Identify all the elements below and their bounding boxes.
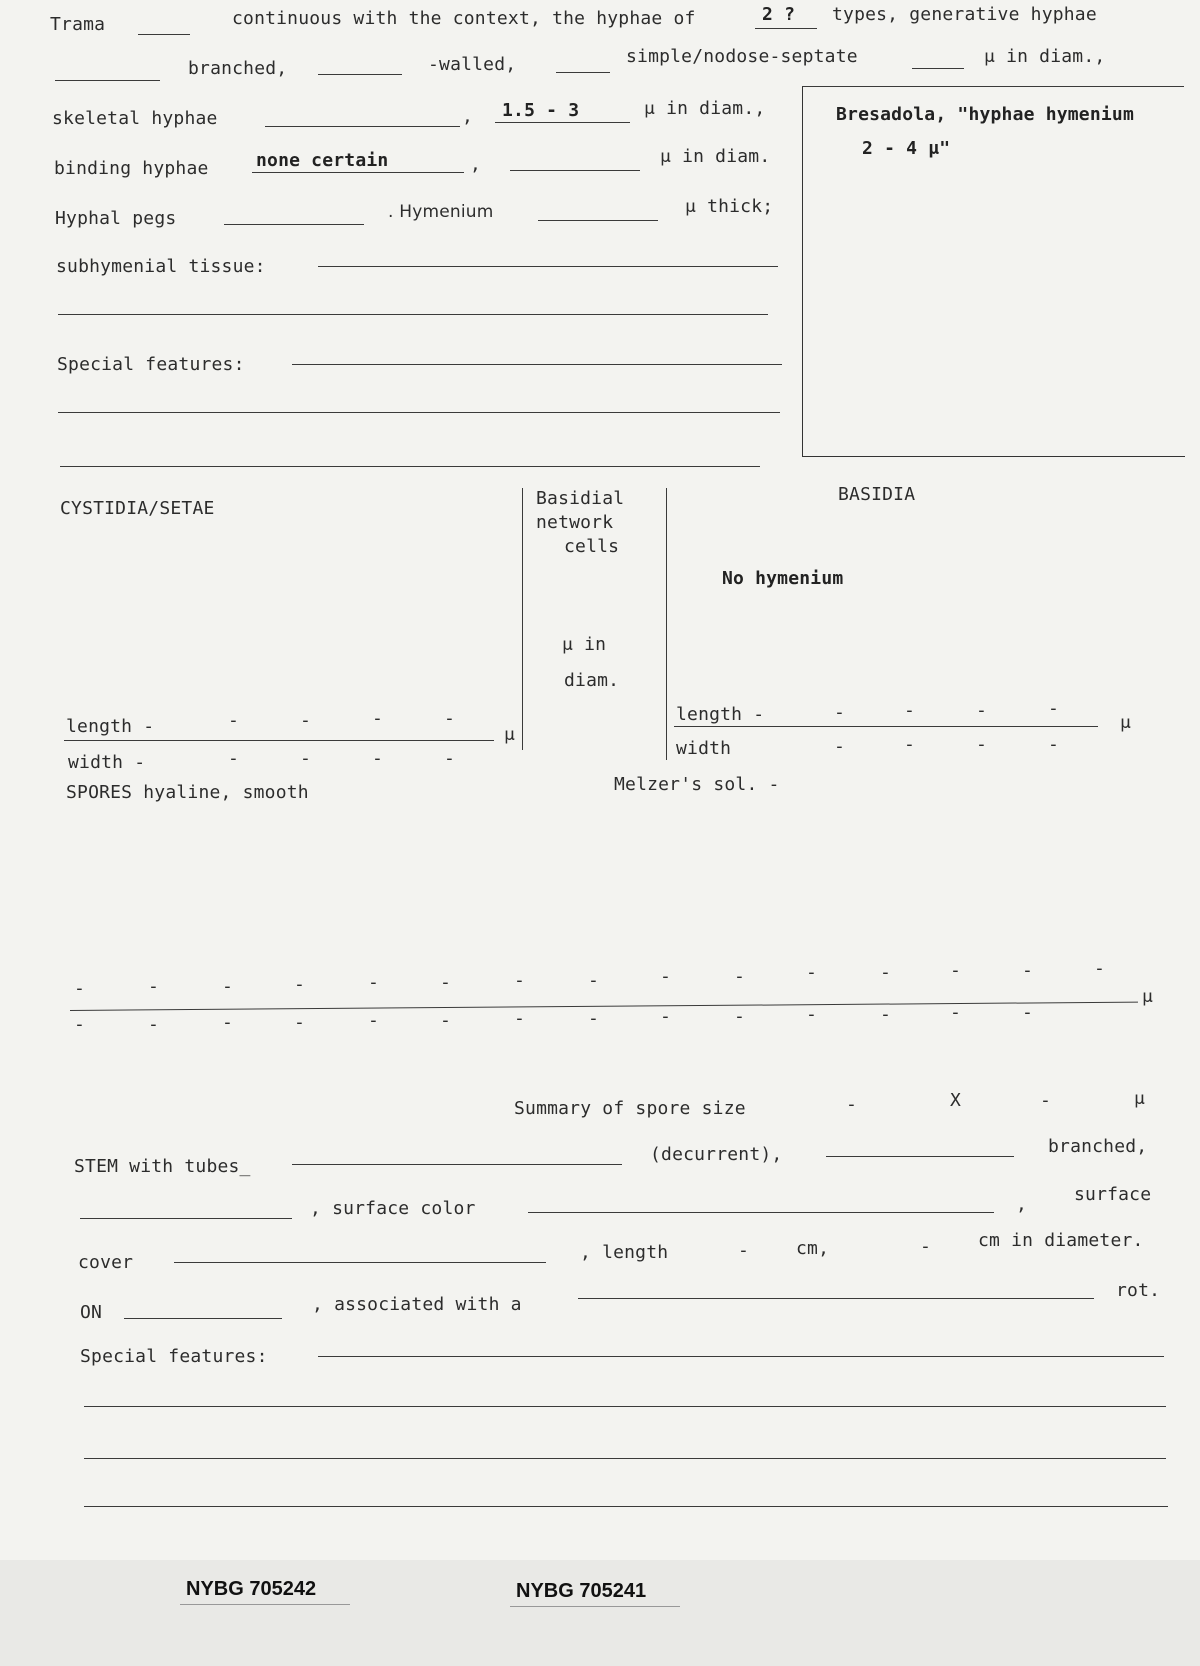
spore-summary-dash-1: - (846, 1094, 857, 1115)
note-line-2: 2 - 4 μ" (862, 138, 951, 159)
note-line-1: Bresadola, "hyphae hymenium (836, 104, 1134, 125)
divider-left (522, 488, 523, 750)
binding-diam-blank (510, 170, 640, 171)
skeletal-label: skeletal hyphae (52, 108, 218, 129)
data-sheet: Trama continuous with the context, the hyphae of 2 ? types, generative hyphae branched, -walled, simple/nodose-septate μ in diam., skeletal hyphae , 1.5 - 3 μ in diam., binding hyphae none certain , μ in diam. Hyphal pegs . Hymenium μ thick; subhymenial tissue: Special features: Bresadola, "hyphae hymenium 2 - 4 μ" CYSTIDIA/SETAE Basidial network cells μ in diam. BASIDIA No hymenium length - - - - - μ width - - - - - length - - - - - μ width - - - - SPORES hyaline, smooth Melzer's sol. - - - - - - - - - - - - - - - - μ - - - - - - - - - - - - - - Summary of spore size - X - μ STEM with tubes_ (decurrent), branched, , surface color , surface cover , length - cm, - cm in diameter. ON , associated with a rot. Special features: (0, 0, 1200, 1560)
basidia-unit: μ (1120, 712, 1132, 733)
basidial-unit-1: μ in (562, 634, 607, 655)
diam-label: μ in diam., (984, 46, 1106, 67)
types-value: 2 ? (762, 4, 796, 25)
cystidia-unit: μ (504, 724, 516, 745)
skeletal-value-line (495, 122, 630, 123)
binding-value: none certain (256, 150, 389, 171)
septate-blank (912, 68, 964, 69)
generative-blank (55, 80, 160, 81)
subhymenial-blank-1 (318, 266, 778, 267)
pegs-label: Hyphal pegs (55, 208, 177, 229)
spore-summary-unit: μ (1134, 1088, 1146, 1109)
thick-label: μ thick; (685, 196, 774, 217)
special-blank-3 (60, 466, 760, 467)
basidia-title: BASIDIA (838, 484, 916, 505)
stem-special-blank-1 (318, 1356, 1164, 1357)
stem-decurrent: (decurrent), (650, 1144, 783, 1165)
basidia-length-label: length - (676, 704, 765, 725)
spore-summary-label: Summary of spore size (514, 1098, 746, 1119)
trama-text: continuous with the context, the hyphae of (232, 8, 696, 29)
spore-unit: μ (1142, 986, 1154, 1007)
stem-diameter: cm in diameter. (978, 1230, 1144, 1251)
stem-tubes-blank (292, 1164, 622, 1165)
stem-blank-2 (80, 1218, 292, 1219)
rot-blank (578, 1298, 1094, 1299)
binding-unit: μ in diam. (660, 146, 771, 167)
stem-special-blank-3 (84, 1458, 1166, 1459)
stem-special-blank-4 (84, 1506, 1168, 1507)
hymenium-label: . Hymenium (388, 202, 494, 222)
stem-special-label: Special features: (80, 1346, 268, 1367)
stem-surface-color-blank (528, 1212, 994, 1213)
binding-value-line (252, 172, 464, 173)
pegs-blank (224, 224, 364, 225)
special-blank-1 (292, 364, 782, 365)
stem-cover-blank (174, 1262, 546, 1263)
walled-blank (556, 72, 610, 73)
on-label: ON (80, 1302, 103, 1323)
stem-branched-blank (826, 1156, 1014, 1157)
rot-label: rot. (1116, 1280, 1161, 1301)
special-blank-2 (58, 412, 780, 413)
special-features-label: Special features: (57, 354, 245, 375)
branched-label: branched, (188, 58, 288, 79)
basidial-title-2: network (536, 512, 614, 533)
stem-special-blank-2 (84, 1406, 1166, 1407)
basidial-unit-2: diam. (564, 670, 620, 691)
branched-blank (318, 74, 402, 75)
cystidia-width-label: width - (68, 752, 146, 773)
trama-blank (138, 34, 190, 35)
types-blank (755, 28, 817, 29)
basidia-row-line (674, 726, 1098, 727)
basidia-note: No hymenium (722, 568, 844, 589)
spore-summary-dash-2: - (1040, 1090, 1051, 1111)
associated-label: , associated with a (312, 1294, 522, 1315)
types-text: types, generative hyphae (832, 4, 1097, 25)
stem-cover: cover (78, 1252, 134, 1273)
spores-label: SPORES hyaline, smooth (66, 782, 309, 803)
cystidia-title: CYSTIDIA/SETAE (60, 498, 215, 519)
catalog-label-1: NYBG 705242 (186, 1578, 317, 1600)
skeletal-value: 1.5 - 3 (502, 100, 580, 121)
spore-row-line (70, 1002, 1138, 1011)
cystidia-length-label: length - (66, 716, 155, 737)
stem-label: STEM with tubes_ (74, 1156, 251, 1177)
on-blank (124, 1318, 282, 1319)
septate-label: simple/nodose-septate (626, 46, 858, 67)
basidial-title-3: cells (564, 536, 620, 557)
basidial-title-1: Basidial (536, 488, 625, 509)
cystidia-row-line (64, 740, 494, 741)
subhymenial-label: subhymenial tissue: (56, 256, 266, 277)
hymenium-blank (538, 220, 658, 221)
stem-branched: branched, (1048, 1136, 1148, 1157)
divider-right (666, 488, 667, 760)
catalog-label-2: NYBG 705241 (516, 1580, 647, 1602)
basidia-width-label: width (676, 738, 732, 759)
spore-summary-x: X (950, 1090, 962, 1111)
walled-label: -walled, (428, 54, 517, 75)
subhymenial-blank-2 (58, 314, 768, 315)
note-box (802, 86, 1185, 457)
stem-cm: cm, (796, 1238, 830, 1259)
binding-label: binding hyphae (54, 158, 209, 179)
skeletal-blank (265, 126, 460, 127)
stem-surface: surface (1074, 1184, 1152, 1205)
melzer-label: Melzer's sol. - (614, 774, 780, 795)
trama-label: Trama (50, 14, 106, 35)
stem-length: , length (580, 1242, 669, 1263)
stem-surface-color: , surface color (310, 1198, 476, 1219)
skeletal-unit: μ in diam., (644, 98, 766, 119)
